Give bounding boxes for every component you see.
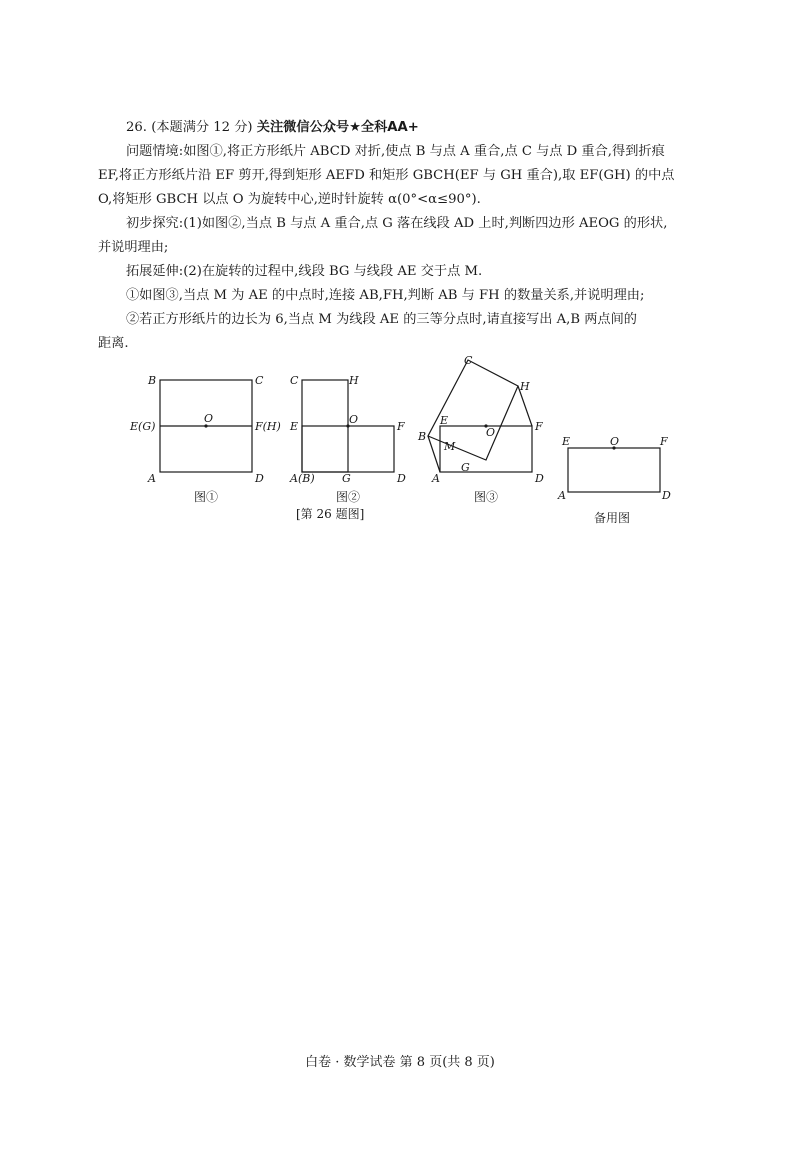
fig3-segment-ab — [428, 436, 440, 472]
fig3-label-f: F — [535, 420, 543, 433]
fig2-label-c: C — [290, 374, 299, 387]
problem-26 — [98, 116, 708, 356]
fig2-label-h: H — [349, 374, 359, 387]
problem-line-9: 距离. — [98, 336, 129, 351]
fig3-label-b: B — [418, 430, 427, 443]
fig3-label-h: H — [520, 380, 530, 393]
fig2-label-e: E — [290, 420, 299, 433]
problem-line-3: O,将矩形 GBCH 以点 O 为旋转中心,逆时针旋转 α(0°<α≤90°). — [98, 192, 481, 207]
problem-watermark-text: 关注微信公众号★全科AA+ — [256, 120, 419, 135]
fig3-label-d: D — [535, 472, 544, 485]
fig3-caption: 图③ — [474, 490, 499, 504]
fig1-caption: 图① — [194, 490, 219, 504]
fig1-label-c: C — [255, 374, 264, 387]
problem-header — [98, 116, 708, 140]
problem-line-4: 初步探究:(1)如图②,当点 B 与点 A 重合,点 G 落在线段 AD 上时,判断四边形 AEOG 的形状, — [126, 216, 668, 231]
fig3-label-g: G — [461, 461, 470, 474]
fig4-rect — [568, 448, 660, 492]
fig3-label-c: C — [464, 354, 473, 367]
problem-line-8: ②若正方形纸片的边长为 6,当点 M 为线段 AE 的三等分点时,请直接写出 A,B 两点间的 — [126, 312, 637, 327]
problem-line-1: 问题情境:如图①,将正方形纸片 ABCD 对折,使点 B 与点 A 重合,点 C 与点 D 重合,得到折痕 — [126, 144, 665, 159]
fig1-label-a: A — [148, 472, 156, 485]
fig3-label-o: O — [486, 426, 496, 439]
problem-score: (本题满分 12 分) — [151, 120, 253, 135]
problem-number: 26. — [126, 120, 147, 135]
figure-group — [120, 350, 710, 530]
fig1-label-e: E(G) — [130, 420, 156, 433]
figures-svg — [120, 350, 710, 530]
fig3-rect-gbch — [428, 360, 518, 460]
fig2-label-d: D — [397, 472, 406, 485]
fig2-label-f: F — [397, 420, 405, 433]
fig3-label-e: E — [440, 414, 449, 427]
fig1-label-o: O — [204, 412, 214, 425]
fig2-caption: 图② — [336, 490, 361, 504]
fig4-label-f: F — [660, 435, 668, 448]
problem-line-7: ①如图③,当点 M 为 AE 的中点时,连接 AB,FH,判断 AB 与 FH 的数量关系,并说明理由; — [126, 288, 645, 303]
fig2-label-o: O — [349, 413, 359, 426]
fig4-label-e: E — [562, 435, 571, 448]
figure-group-caption: [第 26 题图] — [296, 507, 365, 521]
problem-line-5: 并说明理由; — [98, 240, 169, 255]
fig4-caption: 备用图 — [594, 511, 631, 525]
fig3-label-m: M — [444, 440, 456, 453]
fig2-label-ab: A(B) — [290, 472, 315, 485]
problem-line-2: EF,将正方形纸片沿 EF 剪开,得到矩形 AEFD 和矩形 GBCH(EF 与 GH 重合),取 EF(GH) 的中点 — [98, 168, 675, 183]
fig1-label-b: B — [148, 374, 157, 387]
fig4-label-d: D — [662, 489, 671, 502]
fig3-label-a: A — [432, 472, 440, 485]
problem-line-6: 拓展延伸:(2)在旋转的过程中,线段 BG 与线段 AE 交于点 M. — [126, 264, 483, 279]
page-footer: 白卷 · 数学试卷 第 8 页(共 8 页) — [305, 1055, 495, 1070]
fig1-label-f: F(H) — [255, 420, 281, 433]
fig4-label-o: O — [610, 435, 620, 448]
fig4-label-a: A — [558, 489, 566, 502]
fig2-label-g: G — [342, 472, 351, 485]
fig1-label-d: D — [255, 472, 264, 485]
